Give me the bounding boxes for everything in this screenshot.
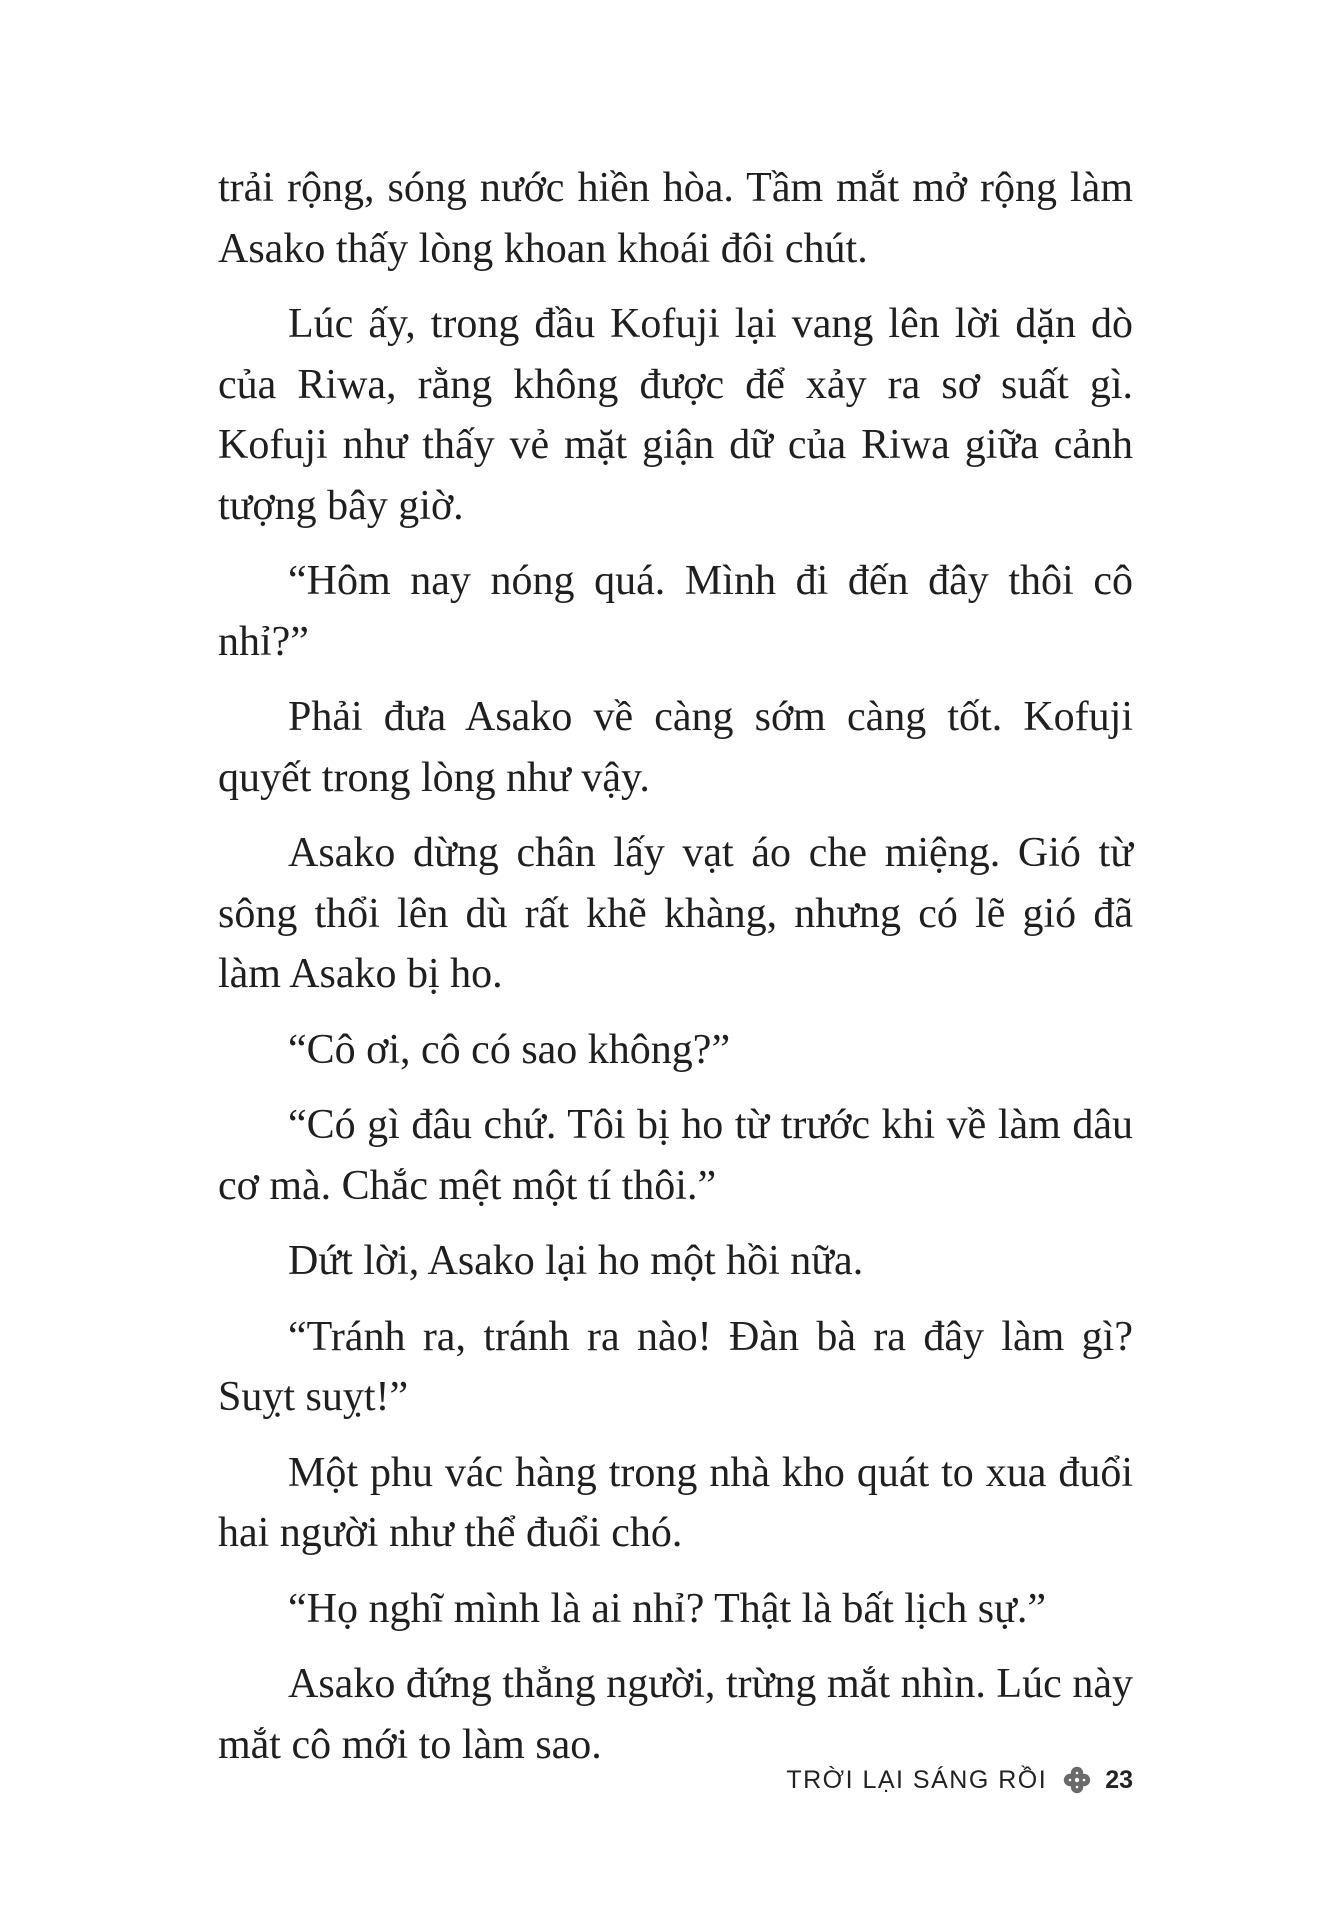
paragraph: “Họ nghĩ mình là ai nhỉ? Thật là bất lịch sự.”: [288, 1585, 1046, 1632]
clover-icon: [1061, 1764, 1093, 1796]
book-title: TRỜI LẠI SÁNG RỒI: [786, 1765, 1048, 1794]
paragraph: Lúc ấy, trong đầu Kofuji lại vang lên lời dặn dò của Riwa, rằng không được để xảy ra sơ suất gì. Kofuji như thấy vẻ mặt giận dữ của Riwa giữa cảnh tượng bây giờ.: [218, 301, 1133, 529]
paragraph: Asako dừng chân lấy vạt áo che miệng. Gió từ sông thổi lên dù rất khẽ khàng, nhưng có lẽ gió đã làm Asako bị ho.: [218, 830, 1133, 997]
paragraph: Asako đứng thẳng người, trừng mắt nhìn. Lúc này mắt cô mới to làm sao.: [218, 1661, 1133, 1768]
paragraph: “Hôm nay nóng quá. Mình đi đến đây thôi cô nhỉ?”: [218, 558, 1133, 665]
running-footer: [786, 1760, 1133, 1800]
paragraph: “Có gì đâu chứ. Tôi bị ho từ trước khi về làm dâu cơ mà. Chắc mệt một tí thôi.”: [218, 1102, 1133, 1209]
paragraph: Phải đưa Asako về càng sớm càng tốt. Kofuji quyết trong lòng như vậy.: [218, 694, 1133, 801]
paragraph: “Cô ơi, cô có sao không?”: [288, 1026, 731, 1073]
paragraph: Dứt lời, Asako lại ho một hồi nữa.: [288, 1238, 864, 1284]
page-number: 23: [1105, 1765, 1133, 1794]
paragraph: trải rộng, sóng nước hiền hòa. Tầm mắt mở rộng làm Asako thấy lòng khoan khoái đôi chút.: [218, 165, 1133, 272]
body-text: [218, 158, 1133, 1790]
paragraph: Một phu vác hàng trong nhà kho quát to xua đuổi hai người như thể đuổi chó.: [218, 1449, 1133, 1556]
paragraph: “Tránh ra, tránh ra nào! Đàn bà ra đây làm gì? Suỵt suỵt!”: [218, 1313, 1133, 1420]
